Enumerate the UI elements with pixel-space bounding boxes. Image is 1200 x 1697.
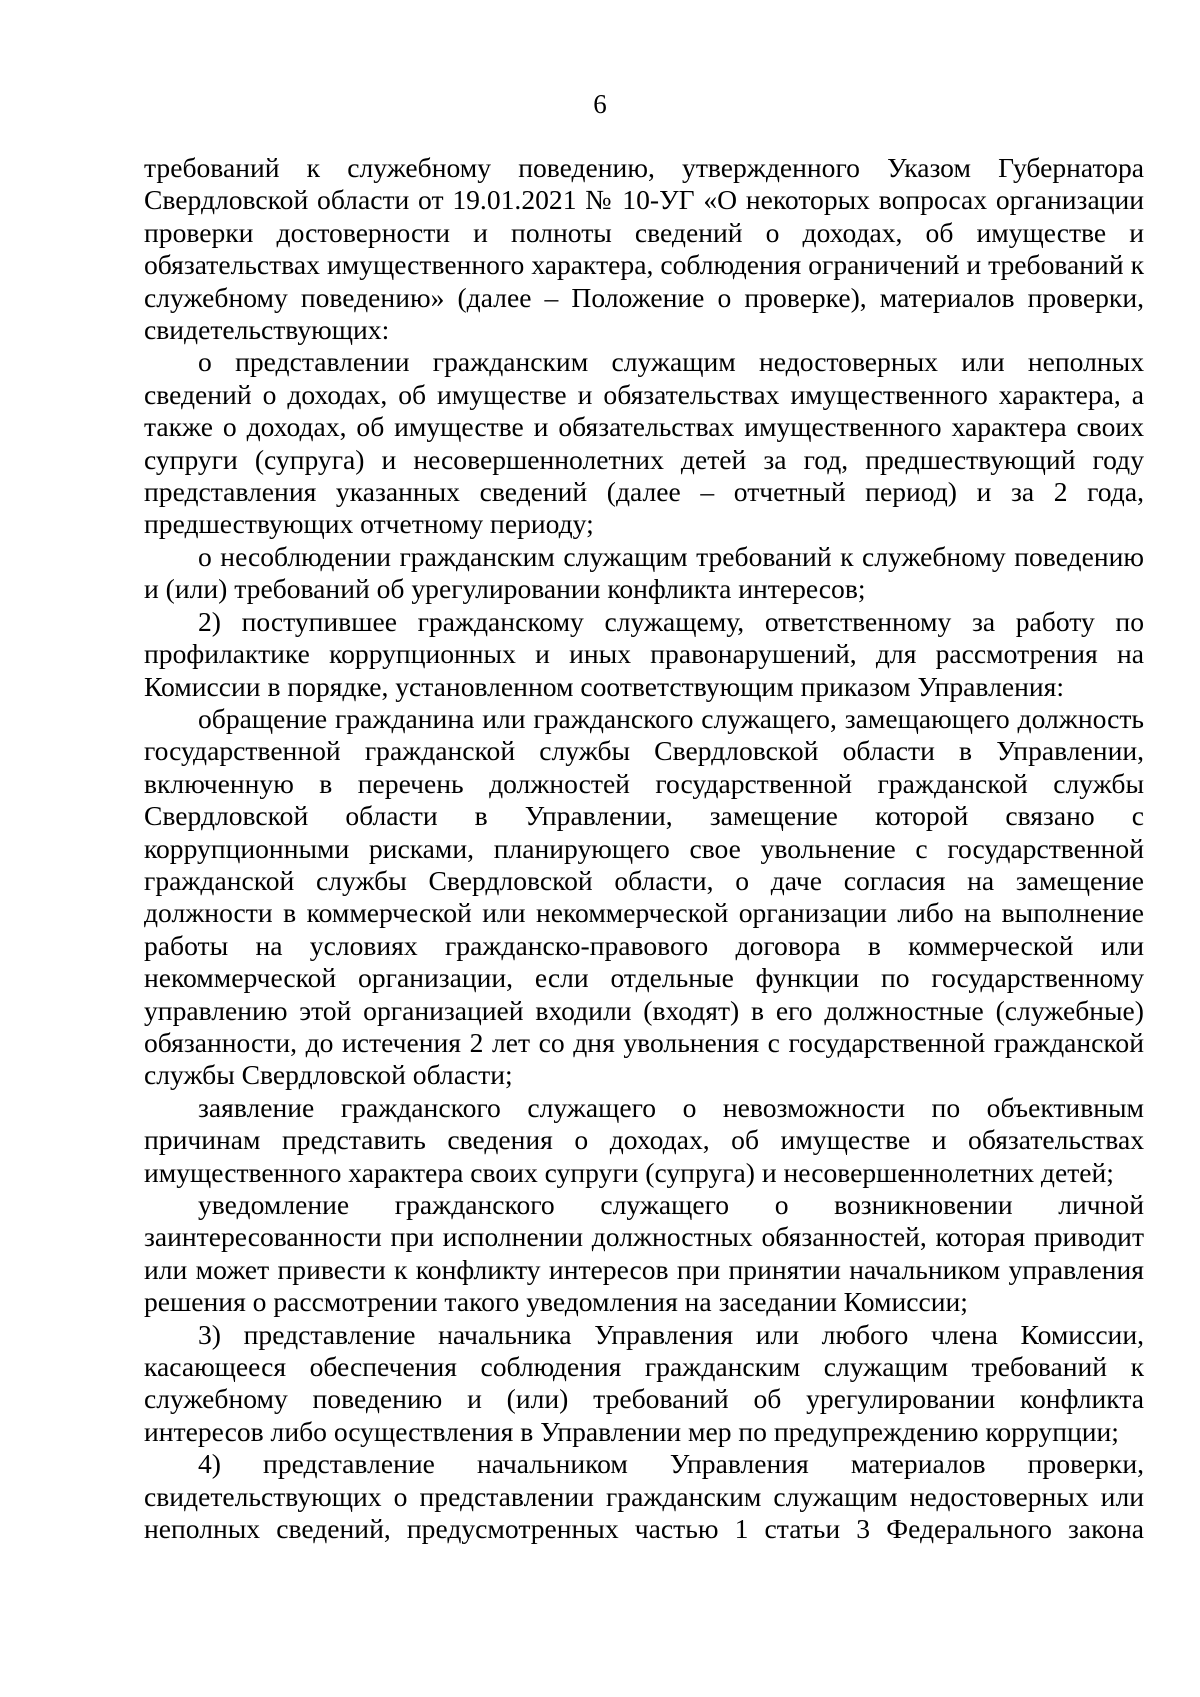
paragraph-item-3: 3) представление начальника Управления или любого члена Комиссии, касающееся обеспечения соблюдения гражданским служащим требований к служебному поведению и (или) требований об урегулировании конфликта интересов либо осуществления в Управлении мер по предупреждению коррупции;: [144, 1318, 1144, 1447]
paragraph-non-compliance: о несоблюдении гражданским служащим требований к служебному поведению и (или) требований об урегулировании конфликта интересов;: [144, 540, 1144, 605]
paragraph-item-2: 2) поступившее гражданскому служащему, ответственному за работу по профилактике коррупционных и иных правонарушений, для рассмотрения на Комиссии в порядке, установленном соответствующим приказом Управления:: [144, 605, 1144, 702]
paragraph-continuation: требований к служебному поведению, утвержденного Указом Губернатора Свердловской области от 19.01.2021 № 10-УГ «О некоторых вопросах организации проверки достоверности и полноты сведений о доходах, об имуществе и обязательствах имущественного характера, соблюдения ограничений и требований к служебному поведению» (далее – Положение о проверке), материалов проверки, свидетельствующих:: [144, 152, 1144, 346]
paragraph-notification: уведомление гражданского служащего о возникновении личной заинтересованности при исполнении должностных обязанностей, которая приводит или может привести к конфликту интересов при принятии начальником управления решения о рассмотрении такого уведомления на заседании Комиссии;: [144, 1189, 1144, 1318]
page-number: 6: [593, 89, 607, 119]
document-body: [144, 152, 1144, 1545]
paragraph-inaccurate-info: о представлении гражданским служащим недостоверных или неполных сведений о доходах, об имуществе и обязательствах имущественного характера, а также о доходах, об имуществе и обязательствах имущественного характера своих супруги (супруга) и несовершеннолетних детей за год, предшествующий году представления указанных сведений (далее – отчетный период) и за 2 года, предшествующих отчетному периоду;: [144, 346, 1144, 540]
paragraph-item-4: 4) представление начальником Управления материалов проверки, свидетельствующих о представлении гражданским служащим недостоверных или неполных сведений, предусмотренных частью 1 статьи 3 Федерального закона: [144, 1448, 1144, 1545]
paragraph-statement: заявление гражданского служащего о невозможности по объективным причинам представить сведения о доходах, об имуществе и обязательствах имущественного характера своих супруги (супруга) и несовершеннолетних детей;: [144, 1091, 1144, 1188]
paragraph-citizen-appeal: обращение гражданина или гражданского служащего, замещающего должность государственной гражданской службы Свердловской области в Управлении, включенную в перечень должностей государственной гражданской службы Свердловской области в Управлении, замещение которой связано с коррупционными рисками, планирующего свое увольнение с государственной гражданской службы Свердловской области, о даче согласия на замещение должности в коммерческой или некоммерческой организации либо на выполнение работы на условиях гражданско-правового договора в коммерческой или некоммерческой организации, если отдельные функции по государственному управлению этой организацией входили (входят) в его должностные (служебные) обязанности, до истечения 2 лет со дня увольнения с государственной гражданской службы Свердловской области;: [144, 702, 1144, 1091]
